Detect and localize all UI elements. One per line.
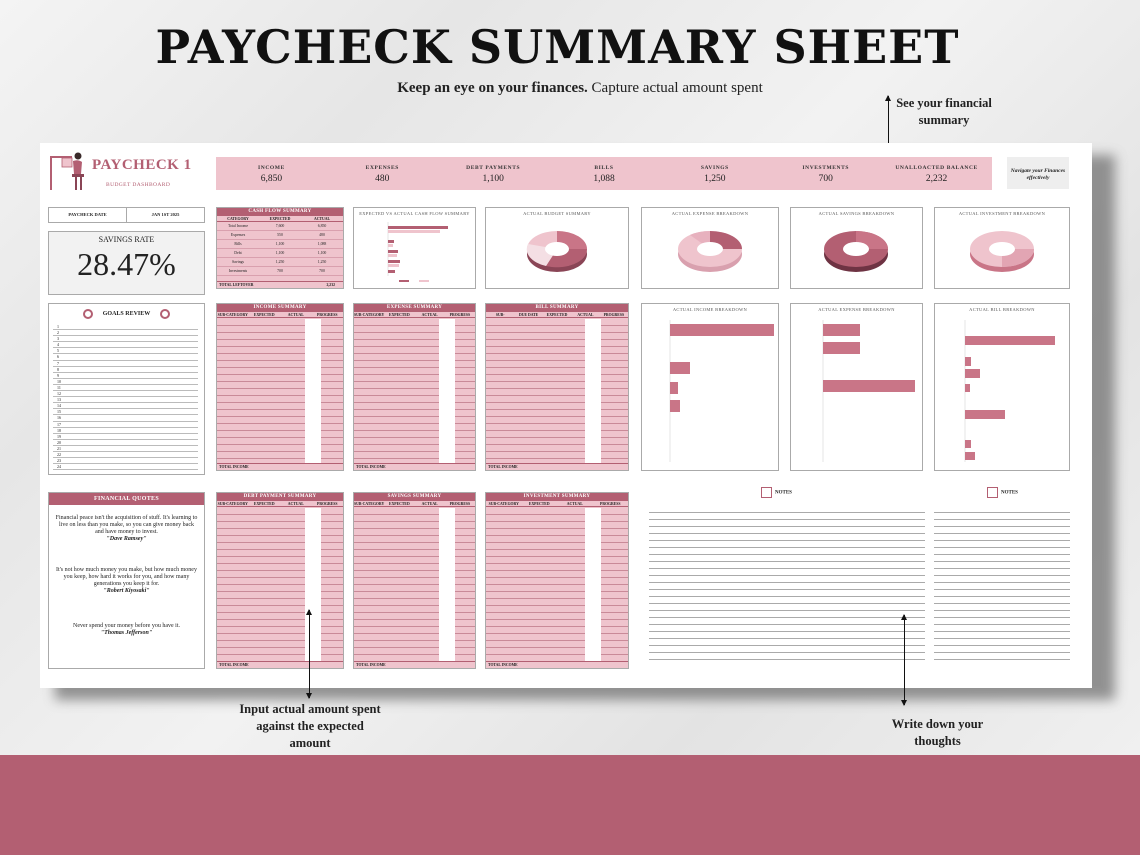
summary-table: [216, 492, 344, 669]
savings-rate-card: [48, 231, 205, 295]
chart-savings-donut: [790, 207, 923, 289]
edit-icon: [987, 487, 998, 498]
bar: [388, 260, 400, 263]
kpi-label: EXPENSES: [365, 165, 399, 171]
table-header: [217, 501, 343, 507]
col-header: EXPECTED: [528, 502, 550, 506]
table-header: [486, 312, 628, 318]
table-total: [354, 661, 475, 668]
progress-column: [585, 508, 601, 661]
col-header: SUB-: [495, 313, 505, 317]
table-total: [217, 463, 343, 470]
progress-column: [305, 508, 321, 661]
goals-review: [48, 303, 205, 475]
goal-number: 24: [57, 464, 61, 470]
quote-text: It's not how much money you make, but how much money you keep, how hard it works for you, and how many generations you keep it for.: [56, 567, 197, 587]
bar: [388, 226, 448, 229]
table-grid[interactable]: [354, 508, 475, 661]
paycheck-date: [48, 207, 205, 223]
chart-cashflow-compare: [353, 207, 476, 289]
summary-table: [353, 492, 476, 669]
kpi-value: 1,250: [704, 174, 726, 184]
table-grid[interactable]: [354, 319, 475, 463]
col-header: SUB-CATEGORY: [354, 313, 385, 317]
kpi-expenses: [327, 157, 438, 190]
kpi-investments: [770, 157, 881, 190]
goal-number: 12: [57, 391, 61, 397]
goal-number: 23: [57, 458, 61, 464]
navigate-box[interactable]: Navigate your Finances effectively: [1007, 157, 1069, 189]
expense-donut: [642, 216, 778, 286]
cash-flow-cell: Investments: [228, 269, 248, 273]
cash-flow-cell[interactable]: 700: [277, 269, 283, 273]
col-header: CATEGORY: [227, 217, 249, 221]
target-icon: [83, 309, 93, 319]
goal-number: 8: [57, 366, 59, 372]
total-label: TOTAL LEFTOVER: [219, 283, 254, 287]
brand-subtitle: BUDGET DASHBOARD: [106, 182, 171, 188]
cash-flow-cell[interactable]: 1,250: [275, 260, 285, 264]
goal-number: 6: [57, 354, 59, 360]
table-total: [217, 661, 343, 668]
kpi-label: BILLS: [594, 165, 614, 171]
goal-number: 15: [57, 409, 61, 415]
total-label: TOTAL INCOME: [488, 465, 518, 469]
bill-bar-chart: [935, 312, 1069, 467]
cash-flow-cell[interactable]: 1,088: [317, 242, 327, 246]
chart-title: EXPECTED VS ACTUAL CASH FLOW SUMMARY: [359, 211, 470, 216]
quote-text: Financial peace isn't the acquisition of stuff. It's learning to live on less than you make, so you can give money back and have money to invest.: [55, 515, 198, 535]
annotation-notes: Write down your thoughts: [891, 717, 984, 748]
kpi-label: SAVINGS: [700, 165, 729, 171]
table-grid[interactable]: [486, 508, 628, 661]
goal-number: 5: [57, 348, 59, 354]
bar: [670, 400, 680, 412]
annotation-summary: See your financial summary: [896, 96, 992, 127]
chart-title: ACTUAL INCOME BREAKDOWN: [672, 307, 748, 312]
table-title: INVESTMENT SUMMARY: [486, 493, 628, 501]
goal-number: 22: [57, 451, 61, 457]
quotes-title: FINANCIAL QUOTES: [49, 493, 204, 505]
table-title: INCOME SUMMARY: [217, 304, 343, 312]
cash-flow-cell: Debt: [234, 251, 242, 255]
paycheck-date-value[interactable]: JAN 1ST 2025: [126, 208, 204, 222]
investment-donut: [935, 216, 1069, 286]
col-header: ACTUAL: [287, 502, 304, 506]
annotation-input: Input actual amount spent against the expected amount: [239, 702, 381, 750]
bar: [670, 324, 774, 336]
total-label: TOTAL INCOME: [219, 465, 249, 469]
goal-number: 14: [57, 403, 61, 409]
chart-title: ACTUAL EXPENSE BREAKDOWN: [818, 307, 895, 312]
chart-bill-bars: [934, 303, 1070, 471]
kpi-value: 480: [375, 174, 390, 184]
cash-flow-rows: [217, 222, 343, 276]
summary-table: [216, 303, 344, 471]
notes-label: NOTES: [775, 490, 792, 496]
col-header: PROGRESS: [317, 313, 338, 317]
person-at-desk-icon: [48, 148, 86, 190]
table-grid[interactable]: [486, 319, 628, 463]
target-icon: [160, 309, 170, 319]
col-header: ACTUAL: [566, 502, 583, 506]
kpi-debt: [438, 157, 549, 190]
bar: [823, 324, 860, 336]
col-header: ACTUAL: [577, 313, 594, 317]
cash-flow-total: [217, 281, 343, 288]
bar: [965, 452, 975, 460]
kpi-unallocated: [881, 157, 992, 190]
table-grid[interactable]: [217, 508, 343, 661]
kpi-value: 700: [818, 174, 833, 184]
table-title: BILL SUMMARY: [486, 304, 628, 312]
summary-table: [485, 492, 629, 669]
chart-expense-donut: [641, 207, 779, 289]
table-total: [486, 463, 628, 470]
subtitle-bold: Keep an eye on your finances.: [397, 80, 588, 96]
cash-flow-cell[interactable]: 550: [277, 233, 283, 237]
col-header: SUB-CATEGORY: [217, 313, 248, 317]
col-header: PROGRESS: [603, 313, 625, 317]
goal-list: [53, 324, 198, 470]
cash-flow-row: [217, 267, 343, 276]
kpi-value: 1,088: [593, 174, 615, 184]
goals-title: GOALS REVIEW: [102, 311, 151, 318]
goal-number: 16: [57, 415, 61, 421]
goal-number: 21: [57, 445, 61, 451]
kpi-label: INCOME: [258, 165, 285, 171]
quote: [49, 567, 204, 595]
bar: [670, 362, 690, 374]
income-bar-chart: [642, 312, 778, 467]
quote: [49, 515, 204, 543]
bar: [965, 410, 1005, 419]
bar: [388, 240, 394, 243]
table-header: [486, 501, 628, 507]
table-total: [354, 463, 475, 470]
col-header: EXPECTED: [269, 217, 291, 221]
savings-rate-value: 28.47%: [77, 246, 176, 282]
cash-flow-row: [217, 240, 343, 249]
table-grid[interactable]: [217, 319, 343, 463]
notes-area-1[interactable]: [649, 506, 925, 666]
bottom-band: [0, 755, 1140, 855]
financial-quotes: [48, 492, 205, 669]
bar: [823, 342, 860, 354]
quote-author: "Dave Ramsey": [106, 536, 147, 542]
table-title: EXPENSE SUMMARY: [354, 304, 475, 312]
col-header: PROGRESS: [600, 502, 621, 506]
page-title: PAYCHECK SUMMARY SHEET: [155, 20, 960, 74]
total-value: 2,232: [326, 283, 335, 287]
cash-flow-cell[interactable]: 700: [319, 269, 325, 273]
notes-label: NOTES: [1001, 490, 1018, 496]
cash-flow-cell: Total Income: [227, 224, 249, 228]
bar: [388, 244, 393, 247]
budget-donut: [486, 216, 628, 286]
col-header: EXPECTED: [389, 313, 410, 317]
bar: [670, 382, 678, 394]
goal-number: 2: [57, 330, 59, 336]
goal-number: 18: [57, 427, 61, 433]
col-header: EXPECTED: [546, 313, 568, 317]
col-header: DUE DATE: [518, 313, 539, 317]
expense-bar-chart: [791, 312, 922, 467]
progress-column: [439, 508, 455, 661]
table-header: [354, 312, 475, 318]
kpi-value: 6,850: [260, 174, 283, 184]
bar: [388, 254, 397, 257]
cash-flow-cell: Bills: [234, 242, 242, 246]
col-header: EXPECTED: [389, 502, 410, 506]
col-header: PROGRESS: [449, 313, 471, 317]
kpi-savings: [659, 157, 770, 190]
total-label: TOTAL INCOME: [219, 663, 249, 667]
cash-flow-cell[interactable]: 1,100: [275, 251, 285, 255]
notes-header-1: [761, 487, 792, 498]
chart-expense-bars: [790, 303, 923, 471]
table-header: [217, 312, 343, 318]
bar: [965, 369, 980, 378]
cash-flow-summary: [216, 207, 344, 289]
cash-flow-cell[interactable]: 1,100: [317, 251, 327, 255]
kpi-bills: [549, 157, 660, 190]
progress-column: [439, 319, 455, 463]
dashboard-sheet: [40, 143, 1092, 688]
chart-title: ACTUAL SAVINGS BREAKDOWN: [818, 211, 895, 216]
col-header: ACTUAL: [421, 502, 438, 506]
paycheck-date-label: PAYCHECK DATE: [68, 212, 107, 217]
table-title: DEBT PAYMENT SUMMARY: [217, 493, 343, 501]
goals-header: [49, 309, 204, 319]
cash-flow-cell[interactable]: 6,850: [317, 224, 327, 228]
kpi-label: INVESTMENTS: [802, 165, 850, 171]
bar: [965, 336, 1055, 345]
col-header: SUB-CATEGORY: [217, 502, 248, 506]
goal-number: 10: [57, 378, 61, 384]
table-total: [486, 661, 628, 668]
goal-number: 4: [57, 342, 59, 348]
bar: [388, 270, 395, 273]
goal-number: 9: [57, 372, 59, 378]
bar: [388, 230, 440, 233]
col-header: ACTUAL: [313, 217, 331, 221]
legend-swatch: [399, 280, 409, 282]
col-header: SUB-CATEGORY: [354, 502, 385, 506]
annotation-input-arrow: [309, 610, 310, 698]
edit-icon: [761, 487, 772, 498]
goal-number: 19: [57, 433, 61, 439]
savings-rate-label: SAVINGS RATE: [98, 235, 155, 244]
cash-flow-cell[interactable]: 480: [319, 233, 325, 237]
kpi-bar: [216, 157, 992, 190]
kpi-label: DEBT PAYMENTS: [466, 165, 521, 171]
quote: [49, 623, 204, 637]
col-header: PROGRESS: [317, 502, 338, 506]
summary-table: [485, 303, 629, 471]
bar: [965, 384, 970, 392]
col-header: ACTUAL: [421, 313, 438, 317]
col-header: EXPECTED: [253, 502, 275, 506]
subtitle-rest: Capture actual amount spent: [587, 80, 763, 96]
chart-budget-donut: [485, 207, 629, 289]
kpi-value: 2,232: [925, 174, 948, 184]
cash-flow-cell: Savings: [231, 260, 245, 264]
bar: [965, 357, 971, 366]
savings-donut: [791, 216, 922, 286]
col-header: PROGRESS: [449, 502, 471, 506]
cash-flow-row: [217, 231, 343, 240]
cash-flow-cell[interactable]: 7,600: [275, 224, 285, 228]
notes-area-2[interactable]: [934, 506, 1070, 666]
goal-number: 20: [57, 439, 61, 445]
cash-flow-row: [217, 258, 343, 267]
goal-number: 13: [57, 397, 61, 403]
kpi-label: UNALLOACTED BALANCE: [895, 165, 978, 171]
chart-income-bars: [641, 303, 779, 471]
col-header: SUB-CATEGORY: [488, 502, 519, 506]
table-header: [354, 501, 475, 507]
summary-table: [353, 303, 476, 471]
bar: [965, 440, 971, 448]
bar: [388, 250, 398, 253]
notes-header-2: [987, 487, 1018, 498]
chart-title: ACTUAL INVESTMENT BREAKDOWN: [958, 211, 1046, 216]
goal-number: 17: [57, 421, 61, 427]
kpi-value: 1,100: [482, 174, 504, 184]
table-title: SAVINGS SUMMARY: [354, 493, 475, 501]
kpi-income: [216, 157, 327, 190]
quote-text: Never spend your money before you have it.: [73, 623, 180, 629]
col-header: EXPECTED: [253, 313, 275, 317]
progress-column: [305, 319, 321, 463]
goal-number: 1: [57, 324, 59, 329]
cash-flow-title: CASH FLOW SUMMARY: [217, 208, 343, 216]
bar: [388, 264, 399, 267]
cash-flow-row: [217, 249, 343, 258]
chart-title: ACTUAL BUDGET SUMMARY: [523, 211, 591, 216]
total-label: TOTAL INCOME: [356, 465, 386, 469]
chart-title: ACTUAL EXPENSE BREAKDOWN: [671, 211, 749, 216]
quote-author: "Thomas Jefferson": [100, 630, 153, 636]
cash-flow-cell[interactable]: 1,250: [317, 260, 327, 264]
goal-number: 7: [57, 360, 59, 366]
cash-flow-cell: Expenses: [230, 233, 246, 237]
quote-author: "Robert Kiyosaki": [103, 588, 150, 594]
cash-flow-cell[interactable]: 1,100: [275, 242, 285, 246]
goal-line[interactable]: [53, 464, 198, 470]
goal-number: 3: [57, 336, 59, 342]
total-label: TOTAL INCOME: [488, 663, 518, 667]
progress-column: [585, 319, 601, 463]
col-header: ACTUAL: [287, 313, 304, 317]
cash-flow-row: [217, 222, 343, 231]
goal-number: 11: [57, 384, 61, 390]
chart-cashflow-bars: [354, 216, 475, 286]
annotation-notes-arrow: [904, 615, 905, 705]
bar: [823, 380, 915, 392]
chart-investment-donut: [934, 207, 1070, 289]
total-label: TOTAL INCOME: [356, 663, 386, 667]
legend-swatch: [419, 280, 429, 282]
chart-title: ACTUAL BILL BREAKDOWN: [969, 307, 1035, 312]
brand-title: PAYCHECK 1: [92, 157, 192, 173]
